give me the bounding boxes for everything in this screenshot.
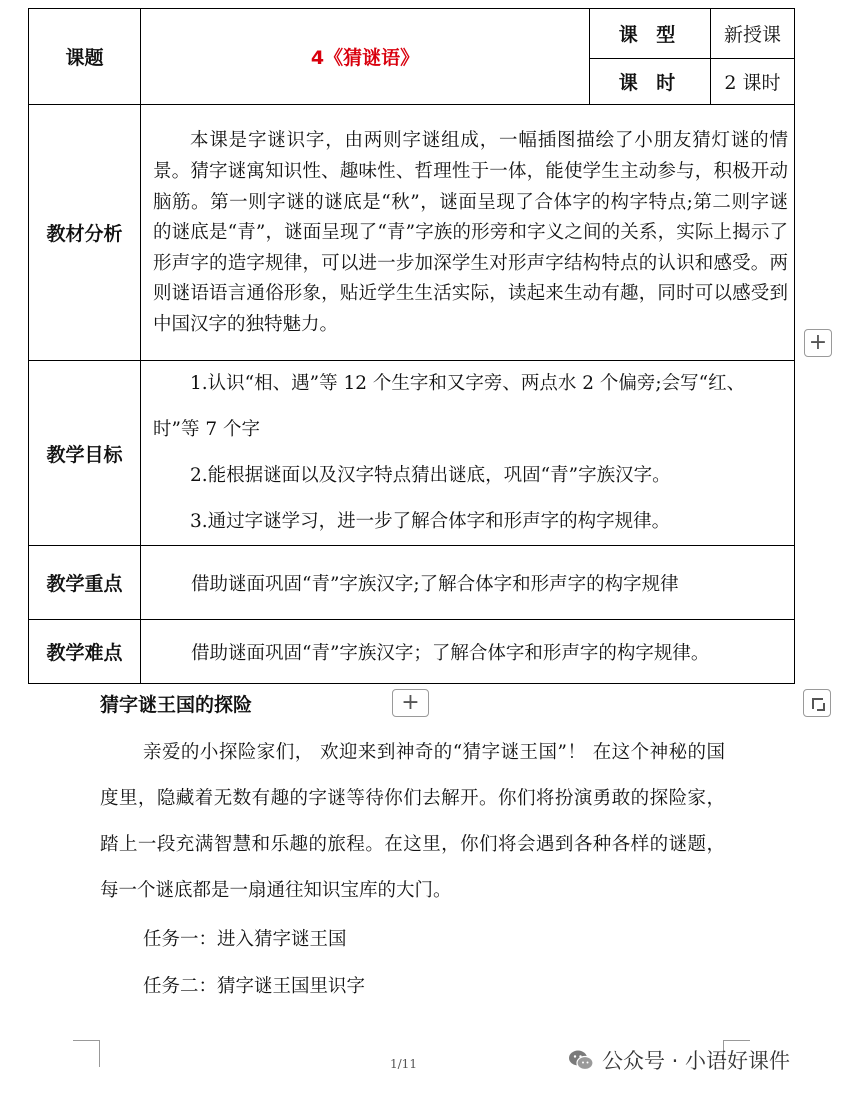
section-heading: 猜字谜王国的探险	[100, 694, 253, 716]
page-number: 1/11	[390, 1057, 417, 1071]
lesson-title: 4《猜谜语》	[141, 9, 590, 105]
analysis-text: 本课是字谜识字，由两则字谜组成，一幅插图描绘了小朋友猜灯谜的情景。猜字谜寓知识性、趣味性、哲理性于一体，能使学生主动参与，积极开动脑筋。第一则字谜的谜底是“秋”，谜面呈现了合体字的构字特点;第二则字谜的谜底是“青”，谜面呈现了“青”字族的形旁和字义之间的关系，实际上揭示了形声字的造字规律，可以进一步加深学生对形声字结构特点的认识和感受。两则谜语语言通俗形象，贴近学生生活实际，读起来生动有趣，同时可以感受到中国汉字的独特魅力。	[153, 130, 788, 335]
watermark	[568, 1045, 790, 1075]
expand-icon[interactable]	[803, 689, 831, 717]
task-one: 任务一：进入猜字谜王国	[143, 929, 347, 950]
lesson-plan-table	[28, 8, 795, 684]
analysis-cell	[141, 105, 795, 361]
goal-item-2: 2.能根据谜面以及汉字特点猜出谜底，巩固“青”字族汉字。	[190, 465, 671, 486]
goal-item-3: 3.通过字谜学习，进一步了解合体字和形声字的构字规律。	[190, 511, 671, 532]
difficulty-text: 借助谜面巩固“青”字族汉字；了解合体字和形声字的构字规律。	[141, 620, 795, 684]
key-label: 教学重点	[29, 546, 141, 620]
difficulty-label: 教学难点	[29, 620, 141, 684]
analysis-label: 教材分析	[29, 105, 141, 361]
watermark-text: 公众号 · 小语好课件	[602, 1049, 791, 1073]
wechat-icon	[568, 1049, 594, 1071]
add-row-button[interactable]: +	[804, 329, 832, 357]
type-label: 课 型	[590, 9, 711, 59]
key-text: 借助谜面巩固“青”字族汉字;了解合体字和形声字的构字规律	[141, 546, 795, 620]
task-two: 任务二：猜字谜王国里识字	[143, 976, 366, 997]
goal-item-1: 1.认识“相、遇”等 12 个生字和又字旁、两点水 2 个偏旁;会写“红、时”等 7 个字	[153, 373, 746, 440]
type-value: 新授课	[711, 9, 795, 59]
hours-label: 课 时	[590, 59, 711, 105]
story-paragraph: 亲爱的小探险家们， 欢迎来到神奇的“猜字谜王国”！ 在这个神秘的国度里，隐藏着无数有趣的字谜等待你们去解开。你们将扮演勇敢的探险家，踏上一段充满智慧和乐趣的旅程。在这里，你们将会遇到各种各样的谜题，每一个谜底都是一扇通往知识宝库的大门。	[100, 742, 725, 901]
hours-value: 2 课时	[711, 59, 795, 105]
goals-label: 教学目标	[29, 361, 141, 546]
crop-mark-left	[73, 1040, 100, 1067]
goals-cell	[141, 361, 795, 546]
topic-label: 课题	[29, 9, 141, 105]
add-section-button[interactable]: +	[392, 689, 429, 717]
